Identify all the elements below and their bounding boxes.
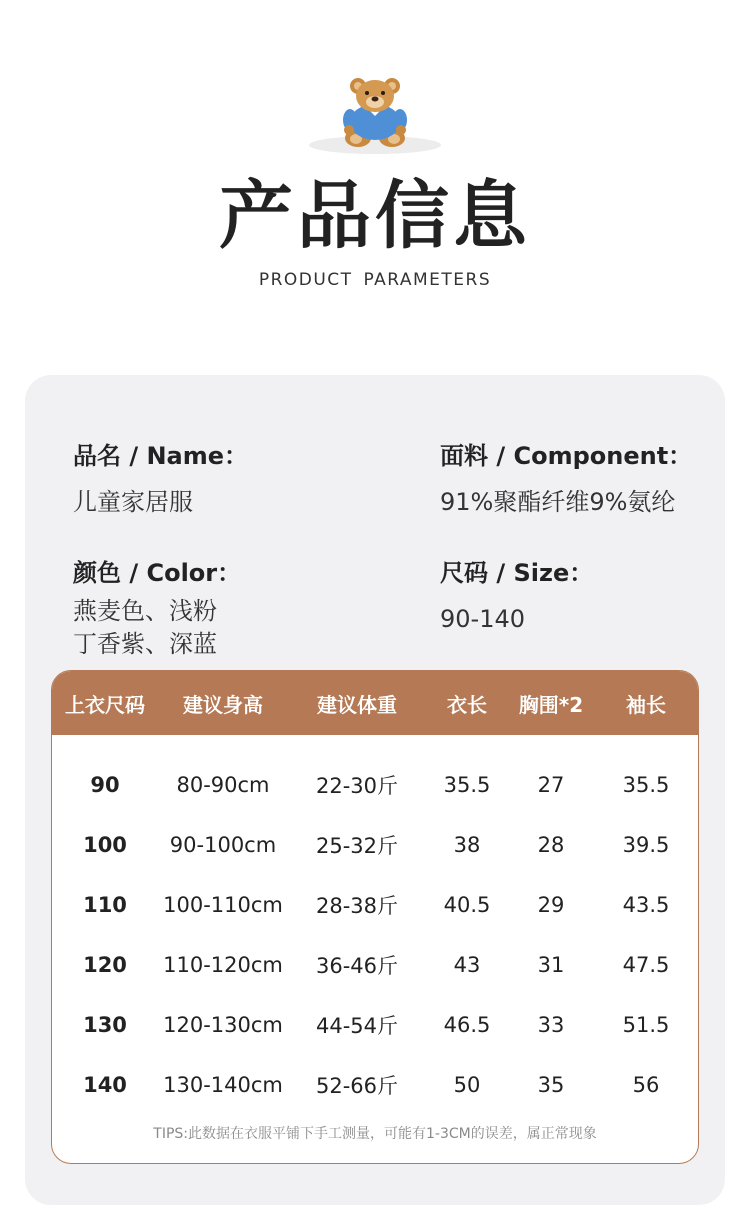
table-cell: 52-66斤 bbox=[315, 1074, 399, 1098]
table-cell: 80-90cm bbox=[176, 773, 270, 797]
component-field bbox=[440, 440, 692, 519]
table-cell: 35.5 bbox=[622, 773, 670, 797]
size-field bbox=[440, 557, 593, 636]
table-cell: 51.5 bbox=[622, 1013, 670, 1037]
table-row bbox=[52, 755, 698, 815]
table-cell: 130 bbox=[83, 1013, 127, 1037]
color-value-line1: 燕麦色、浅粉 bbox=[73, 597, 217, 625]
table-cell: 120-130cm bbox=[163, 1013, 283, 1037]
table-cell: 47.5 bbox=[622, 953, 670, 977]
size-table bbox=[51, 670, 699, 1164]
table-cell: 90 bbox=[90, 773, 120, 797]
component-label: 面料 / Component： bbox=[440, 442, 693, 470]
size-value: 90-140 bbox=[440, 605, 526, 633]
page-title: 产品信息 bbox=[219, 173, 531, 259]
name-value: 儿童家居服 bbox=[73, 488, 193, 516]
table-cell: 130-140cm bbox=[163, 1073, 283, 1097]
table-cell: 38 bbox=[453, 833, 481, 857]
table-cell: 44-54斤 bbox=[315, 1014, 399, 1038]
table-cell: 110 bbox=[83, 893, 127, 917]
table-cell: 28-38斤 bbox=[315, 894, 399, 918]
header-cell: 衣长 bbox=[447, 692, 487, 717]
table-cell: 35.5 bbox=[443, 773, 491, 797]
table-cell: 140 bbox=[83, 1073, 127, 1097]
table-cell: 31 bbox=[537, 953, 565, 977]
header-cell: 胸围*2 bbox=[518, 692, 584, 717]
table-row bbox=[52, 1055, 698, 1115]
color-value-line2: 丁香紫、深蓝 bbox=[73, 630, 217, 658]
table-cell: 56 bbox=[632, 1073, 660, 1097]
table-row bbox=[52, 875, 698, 935]
table-cell: 33 bbox=[537, 1013, 565, 1037]
name-field bbox=[73, 440, 248, 519]
table-cell: 50 bbox=[453, 1073, 481, 1097]
tips-note: TIPS:此数据在衣服平铺下手工测量，可能有1-3CM的误差，属正常现象 bbox=[153, 1126, 597, 1142]
table-cell: 22-30斤 bbox=[315, 774, 399, 798]
page-subtitle: PRODUCT PARAMETERS bbox=[258, 270, 492, 290]
teddy-bear-icon bbox=[300, 72, 450, 158]
size-label: 尺码 / Size： bbox=[440, 559, 594, 587]
component-value: 91%聚酯纤维9%氨纶 bbox=[440, 488, 676, 516]
table-cell: 25-32斤 bbox=[315, 834, 399, 858]
table-cell: 35 bbox=[537, 1073, 565, 1097]
table-header bbox=[52, 671, 698, 735]
table-cell: 43.5 bbox=[622, 893, 670, 917]
table-cell: 100 bbox=[83, 833, 127, 857]
table-cell: 27 bbox=[537, 773, 565, 797]
table-cell: 28 bbox=[537, 833, 565, 857]
header-cell: 建议身高 bbox=[183, 692, 263, 717]
table-cell: 43 bbox=[453, 953, 481, 977]
table-cell: 90-100cm bbox=[169, 833, 277, 857]
name-label: 品名 / Name： bbox=[73, 442, 249, 470]
table-row bbox=[52, 935, 698, 995]
table-row bbox=[52, 815, 698, 875]
header-cell: 袖长 bbox=[626, 692, 666, 717]
table-cell: 36-46斤 bbox=[315, 954, 399, 978]
header-cell: 上衣尺码 bbox=[65, 692, 145, 717]
table-cell: 100-110cm bbox=[163, 893, 283, 917]
color-field bbox=[73, 557, 241, 661]
table-cell: 110-120cm bbox=[163, 953, 283, 977]
header-cell: 建议体重 bbox=[317, 692, 397, 717]
color-label: 颜色 / Color： bbox=[73, 559, 242, 587]
table-cell: 39.5 bbox=[622, 833, 670, 857]
table-body bbox=[52, 735, 698, 1115]
table-cell: 120 bbox=[83, 953, 127, 977]
table-cell: 29 bbox=[537, 893, 565, 917]
table-cell: 40.5 bbox=[443, 893, 491, 917]
table-row bbox=[52, 995, 698, 1055]
table-cell: 46.5 bbox=[443, 1013, 491, 1037]
